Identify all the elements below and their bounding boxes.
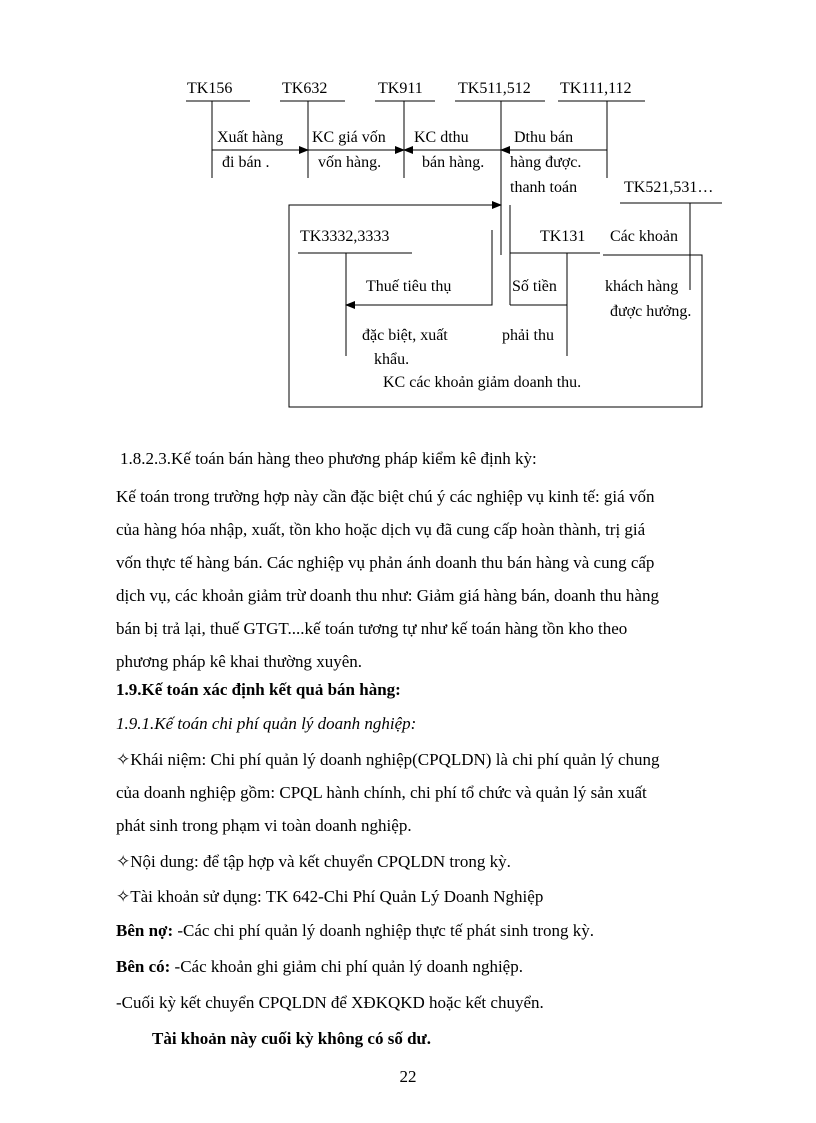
heading-1823: 1.8.2.3.Kế toán bán hàng theo phương pháp kiểm kê định kỳ: [120, 449, 537, 468]
label-thue-1: Thuế tiêu thụ [366, 278, 452, 295]
khong-so-du: Tài khoản này cuối kỳ không có số dư. [152, 1029, 431, 1048]
page-number: 22 [399, 1067, 417, 1086]
label-so-tien-1: Số tiền [512, 278, 557, 295]
ben-co-label: Bên có: [116, 957, 171, 976]
label-cac-khoan-3: được hưởng. [610, 303, 692, 320]
khai-niem-line-1: ✧Khái niệm: Chi phí quản lý doanh nghiệp(CPQLDN) là chi phí quản lý chung [116, 750, 660, 769]
noi-dung: ✧Nội dung: để tập hợp và kết chuyển CPQLDN trong kỳ. [116, 852, 511, 871]
label-dthu-ban-2: hàng được. [510, 154, 582, 171]
label-dthu-ban-3: thanh toán [510, 179, 578, 196]
label-thue-3: khẩu. [374, 351, 410, 368]
account-tk3332: TK3332,3333 [300, 228, 390, 245]
khai-niem-line-2: của doanh nghiệp gồm: CPQL hành chính, chi phí tổ chức và quản lý sản xuất [116, 783, 647, 802]
paragraph-kiem-ke [116, 480, 736, 678]
label-cac-khoan-1: Các khoản [610, 228, 678, 245]
account-tk521: TK521,531… [624, 179, 714, 196]
ben-no-text: -Các chi phí quản lý doanh nghiệp thực tế phát sinh trong kỳ. [173, 921, 595, 940]
ben-co [116, 950, 523, 983]
label-thue-2: đặc biệt, xuất [362, 327, 448, 344]
label-xuat-hang-2: đi bán . [222, 154, 270, 171]
account-tk911: TK911 [378, 80, 423, 97]
para1-line-2: của hàng hóa nhập, xuất, tồn kho hoặc dịch vụ đã cung cấp hoàn thành, trị giá [116, 520, 646, 539]
account-tk511: TK511,512 [458, 80, 531, 97]
heading-19: 1.9.Kế toán xác định kết quả bán hàng: [116, 680, 401, 699]
ben-no [116, 914, 594, 947]
label-dthu-ban-1: Dthu bán [514, 129, 574, 146]
ben-co-text: -Các khoản ghi giảm chi phí quản lý doanh nghiệp. [170, 957, 523, 976]
account-tk156: TK156 [187, 80, 233, 97]
label-kc-dthu-2: bán hàng. [422, 154, 485, 171]
para1-line-5: bán bị trả lại, thuế GTGT....kế toán tương tự như kế toán hàng tồn kho theo [116, 619, 628, 638]
label-kc-dthu-1: KC dthu [414, 129, 469, 146]
para1-line-1: Kế toán trong trường hợp này cần đặc biệt chú ý các nghiệp vụ kinh tế: giá vốn [116, 487, 655, 506]
tai-khoan-su-dung: ✧Tài khoản sử dụng: TK 642-Chi Phí Quản Lý Doanh Nghiệp [116, 887, 544, 906]
para1-line-6: phương pháp kê khai thường xuyên. [116, 652, 363, 671]
account-tk131: TK131 [540, 228, 586, 245]
khai-niem-line-3: phát sinh trong phạm vi toàn doanh nghiệp. [116, 816, 412, 835]
account-tk632: TK632 [282, 80, 328, 97]
label-kc-giam-doanh-thu: KC các khoản giảm doanh thu. [383, 374, 582, 391]
heading-191: 1.9.1.Kế toán chi phí quản lý doanh nghiệp: [116, 714, 417, 733]
ben-no-label: Bên nợ: [116, 921, 174, 940]
label-cac-khoan-2: khách hàng [605, 278, 679, 295]
label-kc-gia-von-1: KC giá vốn [312, 129, 386, 146]
para1-line-4: dịch vụ, các khoản giảm trừ doanh thu như: Giảm giá hàng bán, doanh thu hàng [116, 586, 659, 605]
accounting-flow-diagram [0, 0, 816, 420]
label-kc-gia-von-2: vốn hàng. [318, 154, 382, 171]
label-so-tien-2: phải thu [502, 327, 554, 344]
cuoi-ky: -Cuối kỳ kết chuyển CPQLDN để XĐKQKD hoặc kết chuyển. [116, 993, 544, 1012]
label-xuat-hang-1: Xuất hàng [217, 129, 284, 146]
account-tk111: TK111,112 [560, 80, 632, 97]
para1-line-3: vốn thực tế hàng bán. Các nghiệp vụ phản ánh doanh thu bán hàng và cung cấp [116, 553, 655, 572]
paragraph-khai-niem [116, 743, 736, 842]
